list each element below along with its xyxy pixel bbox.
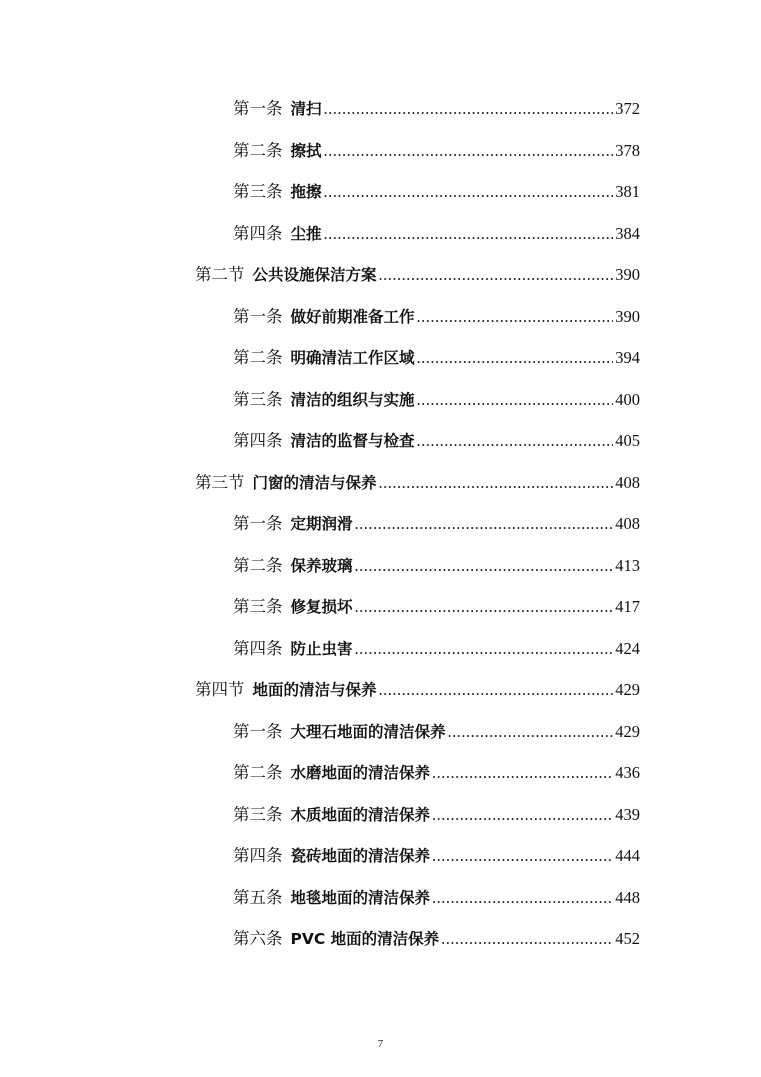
toc-entry-number: 第四节 [195,680,245,699]
toc-entry-page: 417 [615,597,640,616]
toc-leader-dots [417,426,614,456]
toc-entry [233,219,640,249]
toc-entry-page: 390 [615,265,640,284]
toc-leader-dots [432,883,613,913]
toc-leader-dots [324,177,614,207]
toc-entry-number: 第一条 [233,99,283,118]
toc-entry-page: 439 [615,804,640,824]
toc-entry [233,426,640,456]
toc-leader-dots [432,800,613,830]
toc-entry-number: 第二节 [195,265,245,284]
toc-entry-page: 444 [615,846,640,865]
toc-leader-dots [355,551,614,581]
toc-entry-number: 第一条 [233,514,283,533]
toc-entry-number: 第二条 [233,763,283,782]
toc-section-entry [195,468,640,498]
toc-leader-dots [432,758,613,788]
toc-entry [233,136,640,166]
toc-leader-dots [441,924,613,954]
toc-leader-dots [324,136,614,166]
toc-entry-title: 保养玻璃 [290,556,353,575]
toc-entry-page: 378 [615,140,640,160]
toc-entry-title: 明确清洁工作区域 [290,349,415,367]
toc-leader-dots [417,302,614,332]
toc-entry-title: 地毯地面的清洁保养 [290,888,431,907]
toc-entry-title: 清扫 [290,100,322,118]
toc-leader-dots [355,592,614,622]
toc-leader-dots [379,468,614,498]
toc-leader-dots [417,385,614,415]
toc-entry-page: 436 [615,763,640,782]
toc-entry [233,883,640,913]
toc-entry [233,634,640,664]
toc-entry-number: 第六条 [233,929,283,948]
toc-entry [233,717,640,747]
toc-entry [233,758,640,788]
toc-entry-title: 公共设施保洁方案 [252,266,377,284]
toc-entry [233,509,640,539]
toc-entry-page: 429 [615,721,640,741]
toc-entry-number: 第三条 [233,389,283,409]
toc-leader-dots [379,260,614,290]
toc-entry-title: 清洁的监督与检查 [290,432,415,450]
toc-entry-page: 448 [615,887,640,907]
toc-entry-number: 第五条 [233,887,283,907]
toc-entry-title: 木质地面的清洁保养 [290,805,431,824]
toc-entry-page: 381 [615,182,640,201]
toc-entry-number: 第三条 [233,597,283,616]
toc-entry-number: 第三节 [195,472,245,492]
toc-entry-page: 384 [615,223,640,243]
toc-entry-title: 门窗的清洁与保养 [252,473,377,492]
toc-entry [233,94,640,124]
toc-entry-page: 413 [615,555,640,575]
toc-entry-number: 第四条 [233,638,283,658]
toc-entry-page: 452 [615,929,640,948]
toc-entry-page: 408 [615,472,640,492]
toc-entry-title: 清洁的组织与实施 [290,390,415,409]
toc-leader-dots [379,675,614,705]
toc-entry-number: 第二条 [233,555,283,575]
toc-entry-number: 第三条 [233,182,283,201]
toc-section-entry [195,260,640,290]
toc-entry-title: 瓷砖地面的清洁保养 [290,847,431,865]
toc-entry-page: 390 [615,306,640,326]
toc-leader-dots [432,841,613,871]
toc-entry [233,551,640,581]
toc-entry-number: 第一条 [233,306,283,326]
toc-entry-page: 405 [615,431,640,450]
toc-entry-number: 第二条 [233,140,283,160]
toc-entry-number: 第一条 [233,721,283,741]
toc-entry-title: 擦拭 [290,141,322,160]
toc-leader-dots [324,94,614,124]
toc-entry [233,343,640,373]
toc-entry [233,592,640,622]
toc-entry [233,177,640,207]
toc-entry-title: 做好前期准备工作 [290,307,415,326]
toc-leader-dots [355,634,614,664]
toc-entry [233,841,640,871]
toc-leader-dots [355,509,614,539]
toc-entry-title: 定期润滑 [290,515,353,533]
toc-entry-number: 第四条 [233,223,283,243]
page-number: 7 [377,1038,384,1050]
toc-entry-title: 拖擦 [290,183,322,201]
toc-entry-title: 水磨地面的清洁保养 [290,764,431,782]
toc-entry-page: 400 [615,389,640,409]
toc-entry-page: 372 [615,99,640,118]
toc-entry [233,302,640,332]
toc-entry [233,385,640,415]
toc-section-entry [195,675,640,705]
toc-leader-dots [448,717,614,747]
toc-entry-number: 第四条 [233,846,283,865]
toc-entry-number: 第四条 [233,431,283,450]
toc-leader-dots [324,219,614,249]
toc-entry-title: 地面的清洁与保养 [252,681,377,699]
toc-entry-page: 408 [615,514,640,533]
toc-entry [233,924,640,954]
toc-entry-title: 尘推 [290,224,322,243]
toc-entry-page: 424 [615,638,640,658]
toc-entry-number: 第二条 [233,348,283,367]
toc-entry-title: 防止虫害 [290,639,353,658]
toc-entry-title: PVC 地面的清洁保养 [290,930,440,948]
toc-entry [233,800,640,830]
toc-entry-title: 修复损坏 [290,598,353,616]
toc-entry-page: 394 [615,348,640,367]
toc-entry-page: 429 [615,680,640,699]
toc-entry-number: 第三条 [233,804,283,824]
toc-leader-dots [417,343,614,373]
toc-entry-title: 大理石地面的清洁保养 [290,722,446,741]
